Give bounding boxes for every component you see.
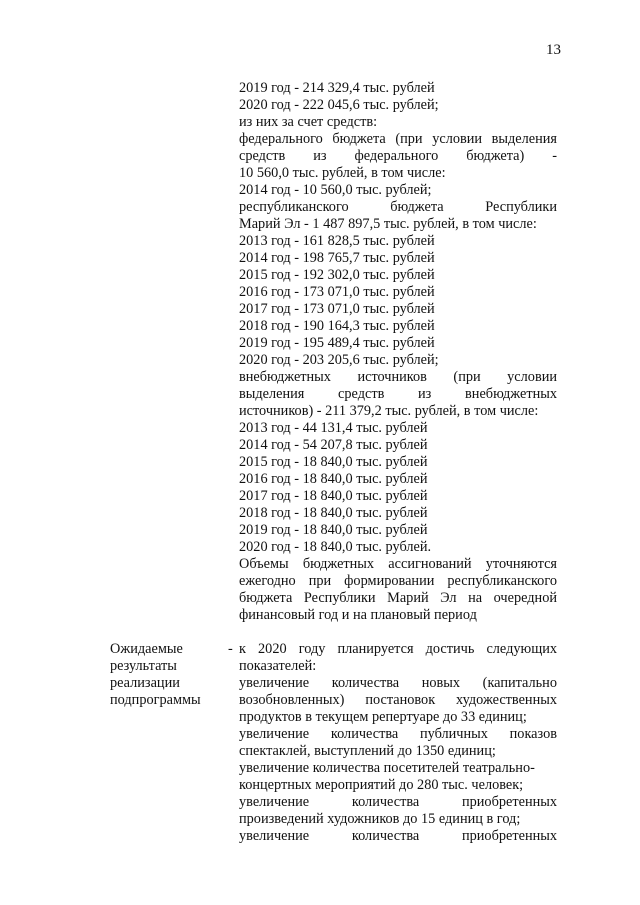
- label-line-2: результаты: [110, 658, 177, 674]
- funding-sources-intro: из них за счет средств:: [239, 114, 378, 130]
- republican-line-2: Марий Эл - 1 487 897,5 тыс. рублей, в том числе:: [239, 216, 537, 232]
- results-line-5: продуктов в текущем репертуаре до 33 единиц;: [239, 709, 527, 725]
- federal-line-4: 2014 год - 10 560,0 тыс. рублей;: [239, 182, 432, 198]
- republican-year-2020: 2020 год - 203 205,6 тыс. рублей;: [239, 352, 439, 368]
- federal-line-2: средств из федерального бюджета) -: [239, 148, 557, 164]
- offbudget-year-2016: 2016 год - 18 840,0 тыс. рублей: [239, 471, 428, 487]
- note-line-4: финансовый год и на плановый период: [239, 607, 477, 623]
- federal-line-3: 10 560,0 тыс. рублей, в том числе:: [239, 165, 446, 181]
- results-line-1: к 2020 году планируется достичь следующих: [239, 641, 557, 657]
- offbudget-year-2020: 2020 год - 18 840,0 тыс. рублей.: [239, 539, 432, 555]
- results-line-7: спектаклей, выступлений до 1350 единиц;: [239, 743, 496, 759]
- funding-section: [239, 80, 557, 624]
- note-line-1: Объемы бюджетных ассигнований уточняются: [239, 556, 557, 572]
- results-line-3: увеличение количества новых (капитально: [239, 675, 557, 691]
- results-line-6: увеличение количества публичных показов: [239, 726, 557, 742]
- label-dash: -: [228, 641, 233, 657]
- results-line-9: концертных мероприятий до 280 тыс. человек;: [239, 777, 524, 793]
- republican-year-2013: 2013 год - 161 828,5 тыс. рублей: [239, 233, 435, 249]
- republican-year-2016: 2016 год - 173 071,0 тыс. рублей: [239, 284, 435, 300]
- republican-year-2014: 2014 год - 198 765,7 тыс. рублей: [239, 250, 435, 266]
- offbudget-year-2017: 2017 год - 18 840,0 тыс. рублей: [239, 488, 428, 504]
- republican-year-2018: 2018 год - 190 164,3 тыс. рублей: [239, 318, 435, 334]
- funding-line-2020: 2020 год - 222 045,6 тыс. рублей;: [239, 97, 439, 113]
- offbudget-line-2: выделения средств из внебюджетных: [239, 386, 557, 402]
- label-line-1: Ожидаемые: [110, 641, 183, 657]
- offbudget-year-2018: 2018 год - 18 840,0 тыс. рублей: [239, 505, 428, 521]
- results-line-12: увеличение количества приобретенных: [239, 828, 557, 844]
- offbudget-year-2013: 2013 год - 44 131,4 тыс. рублей: [239, 420, 428, 436]
- results-line-10: увеличение количества приобретенных: [239, 794, 557, 810]
- note-line-3: бюджета Республики Марий Эл на очередной: [239, 590, 557, 606]
- page-number: 13: [546, 42, 561, 58]
- offbudget-line-1: внебюджетных источников (при условии: [239, 369, 557, 385]
- federal-line-1: федерального бюджета (при условии выделения: [239, 131, 557, 147]
- note-line-2: ежегодно при формировании республиканского: [239, 573, 557, 589]
- republican-year-2017: 2017 год - 173 071,0 тыс. рублей: [239, 301, 435, 317]
- results-line-8: увеличение количества посетителей театрально-: [239, 760, 535, 776]
- offbudget-year-2015: 2015 год - 18 840,0 тыс. рублей: [239, 454, 428, 470]
- republican-year-2019: 2019 год - 195 489,4 тыс. рублей: [239, 335, 435, 351]
- label-line-3: реализации: [110, 675, 180, 691]
- offbudget-line-3: источников) - 211 379,2 тыс. рублей, в том числе:: [239, 403, 539, 419]
- expected-results-label: [110, 641, 230, 709]
- funding-line-2019: 2019 год - 214 329,4 тыс. рублей: [239, 80, 435, 96]
- offbudget-year-2019: 2019 год - 18 840,0 тыс. рублей: [239, 522, 428, 538]
- republican-year-2015: 2015 год - 192 302,0 тыс. рублей: [239, 267, 435, 283]
- offbudget-year-2014: 2014 год - 54 207,8 тыс. рублей: [239, 437, 428, 453]
- results-line-11: произведений художников до 15 единиц в год;: [239, 811, 521, 827]
- label-line-4: подпрограммы: [110, 692, 201, 708]
- expected-results-section: [239, 641, 557, 845]
- results-line-4: возобновленных) постановок художественных: [239, 692, 557, 708]
- results-line-2: показателей:: [239, 658, 317, 674]
- republican-line-1: республиканского бюджета Республики: [239, 199, 557, 215]
